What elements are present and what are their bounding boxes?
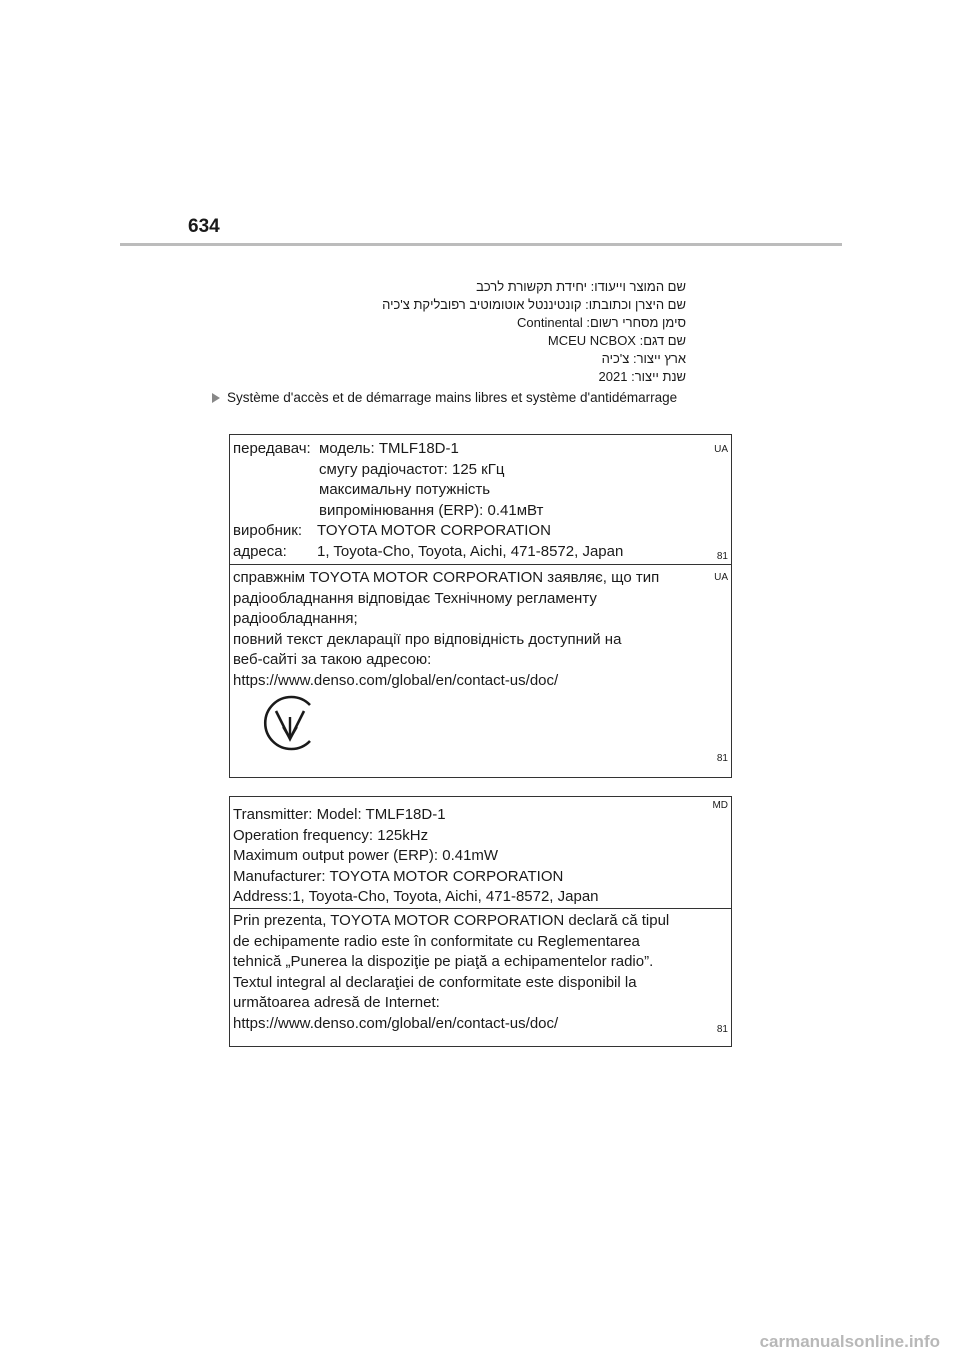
- hebrew-line: שם המוצר וייעודו: יחידת תקשורת לרכב: [476, 279, 686, 294]
- declaration-line: https://www.denso.com/global/en/contact-us/doc/: [233, 671, 559, 689]
- hebrew-line: ארץ ייצור: צ'כיה: [601, 351, 686, 366]
- page-number: 634: [188, 216, 220, 237]
- manufacturer-label: виробник:: [233, 522, 303, 539]
- hebrew-line: סימן מסחרי רשום: Continental: [516, 315, 686, 330]
- address-label: адреса:: [233, 542, 287, 560]
- band-value: смугу радіочастот: 125 кГц: [319, 460, 505, 478]
- transmitter-label: передавач:: [233, 440, 311, 457]
- declaration-line: de echipamente radio este în conformitate cu Reglementarea: [233, 932, 640, 950]
- ukraine-declaration: [233, 568, 659, 691]
- ukraine-certification-box: [229, 434, 732, 778]
- section-heading: [212, 390, 677, 405]
- model-value: модель: TMLF18D-1: [319, 440, 459, 457]
- declaration-line: повний текст декларації про відповідність доступний на: [233, 630, 622, 648]
- power-line-2: випромінювання (ERP): 0.41мВт: [319, 501, 544, 519]
- declaration-line: радіообладнання;: [233, 610, 358, 627]
- section-heading-text: Système d'accès et de démarrage mains libres et système d'antidémarrage: [227, 390, 678, 405]
- declaration-line: Textul integral al declaraţiei de conformitate este disponibil la: [233, 973, 637, 991]
- address-value: 1, Toyota-Cho, Toyota, Aichi, 471-8572, Japan: [317, 542, 624, 560]
- page-ref-81-top: 81: [716, 551, 728, 562]
- hebrew-line: שם היצרן וכתובתו: קונטיננטל אוטומוטיב רפובליקת צ'כיה: [382, 297, 686, 312]
- moldova-declaration: [233, 911, 669, 1034]
- hebrew-line: שם דגם: MCEU NCBOX: [547, 333, 686, 348]
- ukraine-spec-block: [233, 439, 623, 562]
- hebrew-line: שנת ייצור: 2021: [598, 369, 686, 384]
- spec-line: Maximum output power (ERP): 0.41mW: [233, 847, 499, 864]
- power-line-1: максимальну потужність: [319, 481, 491, 498]
- declaration-line: радіообладнання відповідає Технічному регламенту: [233, 589, 597, 607]
- region-code-ua-bottom: UA: [714, 572, 728, 583]
- moldova-certification-box: [229, 796, 732, 1047]
- spec-line: Manufacturer: TOYOTA MOTOR CORPORATION: [233, 867, 564, 885]
- cell-divider: [230, 564, 731, 565]
- spec-line: Operation frequency: 125kHz: [233, 826, 429, 844]
- triangle-bullet-icon: [212, 393, 220, 403]
- cell-divider: [230, 908, 731, 909]
- declaration-line: справжнім TOYOTA MOTOR CORPORATION заявляє, що тип: [233, 569, 660, 586]
- page-ref-81: 81: [716, 1024, 728, 1035]
- hebrew-info-block: [300, 278, 686, 386]
- declaration-line: https://www.denso.com/global/en/contact-us/doc/: [233, 1014, 559, 1032]
- ukraine-conformity-mark-icon: [260, 693, 320, 753]
- region-code-md: MD: [712, 800, 728, 811]
- declaration-line: următoarea adresă de Internet:: [233, 994, 440, 1011]
- declaration-line: tehnică „Punerea la dispoziţie pe piaţă a echipamentelor radio”.: [233, 953, 654, 970]
- header-rule: [120, 243, 842, 246]
- moldova-spec-block: [233, 805, 599, 908]
- spec-line: Transmitter: Model: TMLF18D-1: [233, 806, 446, 823]
- site-watermark: carmanualsonline.info: [759, 1332, 940, 1351]
- spec-line: Address:1, Toyota-Cho, Toyota, Aichi, 471-8572, Japan: [233, 888, 599, 905]
- declaration-line: Prin prezenta, TOYOTA MOTOR CORPORATION declară că tipul: [233, 912, 670, 929]
- manufacturer-value: TOYOTA MOTOR CORPORATION: [317, 522, 551, 539]
- page-ref-81-bottom: 81: [716, 753, 728, 764]
- declaration-line: веб-сайті за такою адресою:: [233, 651, 432, 668]
- region-code-ua-top: UA: [714, 444, 728, 455]
